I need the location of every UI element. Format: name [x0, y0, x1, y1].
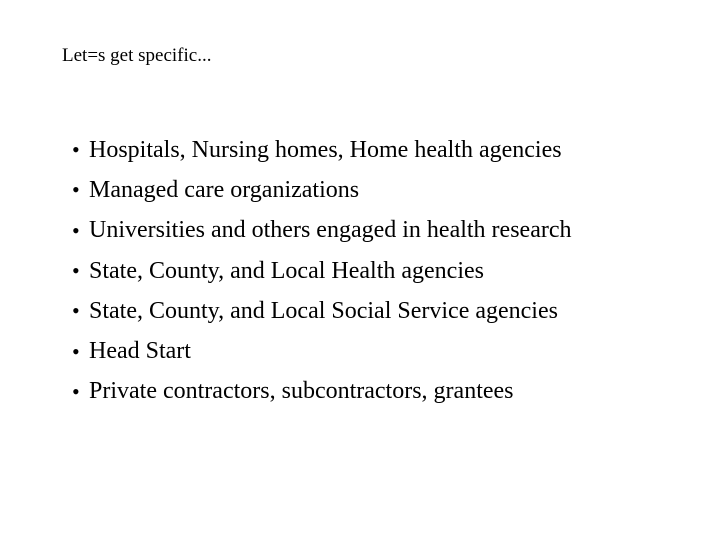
list-item-text: Managed care organizations — [89, 176, 360, 203]
list-item-text: State, County, and Local Social Service agencies — [89, 297, 558, 324]
bullet-list — [72, 130, 571, 412]
list-item-text: State, County, and Local Health agencies — [89, 257, 484, 284]
bullet-icon: • — [72, 378, 80, 404]
list-item-text: Private contractors, subcontractors, grantees — [89, 378, 514, 405]
bullet-icon: • — [72, 217, 80, 243]
list-item — [72, 331, 571, 371]
list-item — [72, 291, 571, 331]
list-item — [72, 170, 571, 210]
list-item — [72, 211, 571, 251]
list-item-text: Universities and others engaged in health research — [89, 217, 572, 244]
list-item — [72, 251, 571, 291]
list-item-text: Hospitals, Nursing homes, Home health agencies — [89, 136, 562, 163]
bullet-icon: • — [72, 177, 80, 203]
bullet-icon: • — [72, 298, 80, 324]
slide-title: Let=s get specific... — [62, 45, 212, 66]
bullet-icon: • — [72, 137, 80, 163]
list-item — [72, 130, 571, 170]
list-item — [72, 372, 571, 412]
list-item-text: Head Start — [89, 338, 191, 365]
bullet-icon: • — [72, 338, 80, 364]
bullet-icon: • — [72, 258, 80, 284]
